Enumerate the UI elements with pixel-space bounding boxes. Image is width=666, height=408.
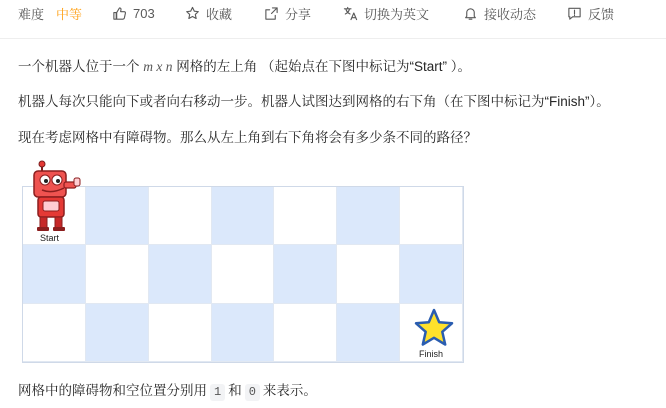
favorite-button[interactable]: [185, 4, 232, 22]
feedback-icon: [567, 6, 582, 21]
p1-m-var: m: [143, 59, 154, 74]
grid-cell: [86, 245, 149, 303]
p1-text-b: 网格的左上角 （起始点在下图中标记为“Start” ）。: [172, 59, 472, 74]
feedback-label: 反馈: [588, 6, 615, 22]
finish-label: Finish: [419, 349, 444, 359]
grid-cell: [86, 304, 149, 362]
grid-cell: [337, 245, 400, 303]
difficulty-value: 中等: [56, 6, 83, 22]
star-icon: [185, 6, 200, 21]
grid-cell: [149, 304, 212, 362]
grid-cell: [400, 187, 463, 245]
start-label: Start: [40, 233, 60, 243]
finish-star-icon: [413, 307, 455, 349]
grid-figure: [22, 186, 464, 363]
grid-cell: [212, 187, 275, 245]
bell-icon: [463, 6, 478, 21]
share-icon: [264, 6, 279, 21]
grid-cell: [149, 245, 212, 303]
problem-paragraph-4: [18, 381, 317, 401]
grid-cell: [274, 245, 337, 303]
grid-cell: [274, 304, 337, 362]
code-one: 1: [210, 384, 225, 401]
p4-and: 和: [228, 383, 242, 398]
robot-icon: [30, 160, 84, 234]
feedback-button[interactable]: [567, 4, 614, 22]
grid-cell: [23, 304, 86, 362]
share-label: 分享: [285, 6, 312, 22]
grid-cell: [149, 187, 212, 245]
grid-cell: [23, 245, 86, 303]
difficulty-label: 难度: [18, 6, 45, 22]
problem-paragraph-2: 机器人每次只能向下或者向右移动一步。机器人试图达到网格的右下角（在下图中标记为“Finish”）。: [18, 94, 610, 109]
p1-n-var: n: [165, 59, 173, 74]
p4-text-b: 来表示。: [262, 383, 317, 398]
problem-toolbar: [0, 0, 666, 26]
notify-label: 接收动态: [484, 6, 537, 22]
translate-button[interactable]: [343, 4, 429, 22]
notify-button[interactable]: [463, 4, 536, 22]
grid-cell: [337, 187, 400, 245]
grid-cell: [274, 187, 337, 245]
favorite-label: 收藏: [206, 6, 233, 22]
like-button[interactable]: [112, 4, 155, 22]
code-zero: 0: [245, 384, 260, 401]
grid-cell: [400, 245, 463, 303]
problem-paragraph-1: [18, 57, 471, 77]
grid-cell: [337, 304, 400, 362]
p4-text-a: 网格中的障碍物和空位置分别用: [18, 383, 207, 398]
translate-icon: [343, 6, 358, 21]
problem-paragraph-3: 现在考虑网格中有障碍物。那么从左上角到右下角将会有多少条不同的路径？: [18, 130, 477, 145]
p1-x-var: x: [153, 59, 166, 74]
translate-label: 切换为英文: [364, 6, 430, 22]
thumbs-up-icon: [112, 6, 127, 21]
toolbar-divider: [0, 38, 666, 39]
grid-cell: [86, 187, 149, 245]
share-button[interactable]: [264, 4, 311, 22]
grid-cell: [212, 304, 275, 362]
grid-cell: [212, 245, 275, 303]
p1-text-a: 一个机器人位于一个: [18, 59, 144, 74]
like-count: 703: [133, 5, 155, 21]
